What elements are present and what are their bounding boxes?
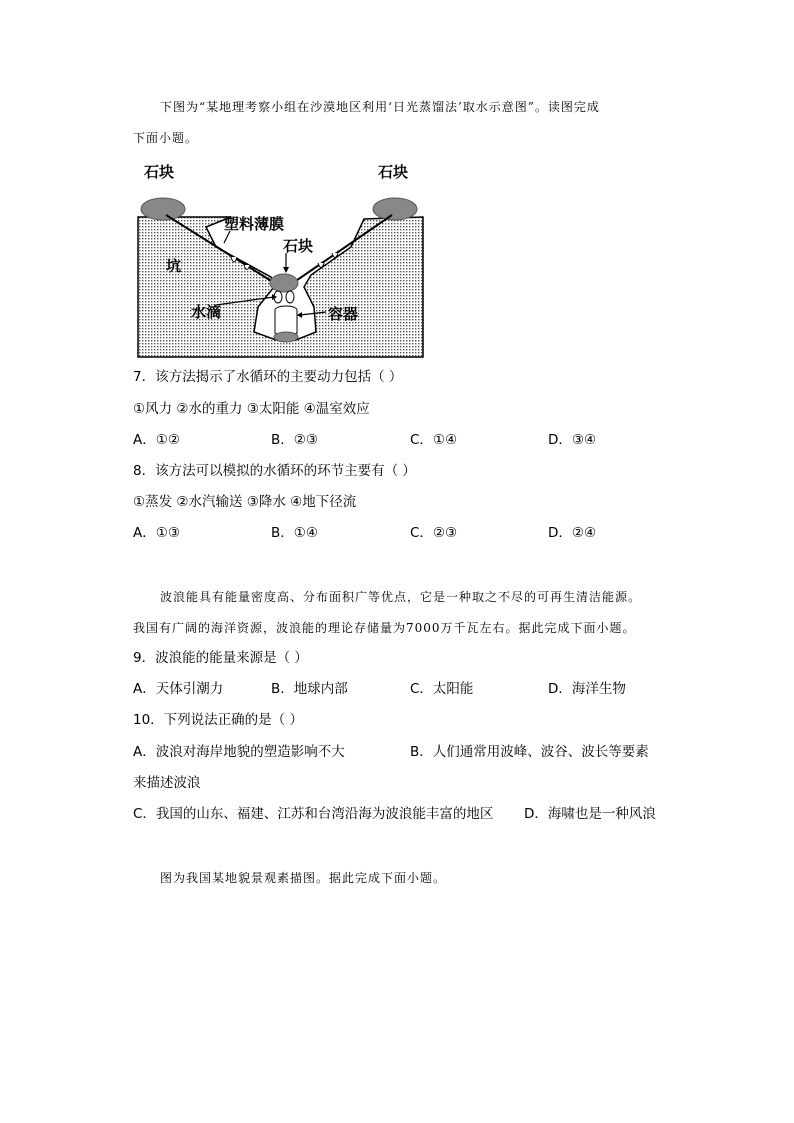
question-9-option-c[interactable]: C．太阳能 [410,681,474,697]
label-stone-left: 石块 [144,163,175,181]
question-8-option-a[interactable]: A．①③ [133,525,180,541]
intro-text-2-cont: 我国有广阔的海洋资源，波浪能的理论存储量为7000万千瓦左右。据此完成下面小题。 [133,621,636,635]
question-10-option-b[interactable]: B．人们通常用波峰、波谷、波长等要素 [410,744,649,760]
stone-center [270,274,298,292]
question-7-items: ①风力 ②水的重力 ③太阳能 ④温室效应 [133,401,370,417]
question-9-option-b[interactable]: B．地球内部 [271,681,348,697]
question-10-option-a[interactable]: A．波浪对海岸地貌的塑造影响不大 [133,744,345,760]
solar-distillation-diagram [136,157,426,360]
question-9-option-a[interactable]: A．天体引潮力 [133,681,224,697]
question-10-option-d[interactable]: D．海啸也是一种风浪 [524,806,656,822]
stone-right [373,198,417,220]
label-water-drop: 水滴 [191,303,222,321]
question-9-option-d[interactable]: D．海洋生物 [548,681,626,697]
question-9-stem: 9．波浪能的能量来源是（ ） [133,650,308,666]
question-7-option-d[interactable]: D．③④ [548,432,597,448]
question-7-option-a[interactable]: A．①② [133,432,180,448]
intro-text-1-cont: 下面小题。 [133,131,199,145]
question-10-option-c[interactable]: C．我国的山东、福建、江苏和台湾沿海为波浪能丰富的地区 [133,806,494,822]
question-7-option-b[interactable]: B．②③ [271,432,318,448]
stone-left [141,198,185,220]
question-10-stem: 10．下列说法正确的是（ ） [133,712,303,728]
intro-text-1: 下图为“某地理考察小组在沙漠地区利用‘日光蒸馏法’取水示意图”。读图完成 [160,100,600,114]
question-8-option-c[interactable]: C．②③ [410,525,458,541]
label-stone-right: 石块 [378,163,409,181]
question-7-option-c[interactable]: C．①④ [410,432,458,448]
intro-text-3: 图为我国某地貌景观素描图。据此完成下面小题。 [160,871,447,885]
question-8-items: ①蒸发 ②水汽输送 ③降水 ④地下径流 [133,494,357,510]
label-stone-center: 石块 [283,237,314,255]
question-8-stem: 8．该方法可以模拟的水循环的环节主要有（ ） [133,463,416,479]
question-8-option-d[interactable]: D．②④ [548,525,597,541]
intro-text-2: 波浪能具有能量密度高、分布面积广等优点，它是一种取之不尽的可再生清洁能源。 [160,590,642,604]
question-10-option-b-cont: 来描述波浪 [133,775,201,791]
label-container: 容器 [328,305,359,323]
question-8-option-b[interactable]: B．①④ [271,525,318,541]
label-plastic-film: 塑料薄膜 [224,215,285,233]
label-pit: 坑 [166,257,182,275]
question-7-stem: 7．该方法揭示了水循环的主要动力包括（ ） [133,369,403,385]
